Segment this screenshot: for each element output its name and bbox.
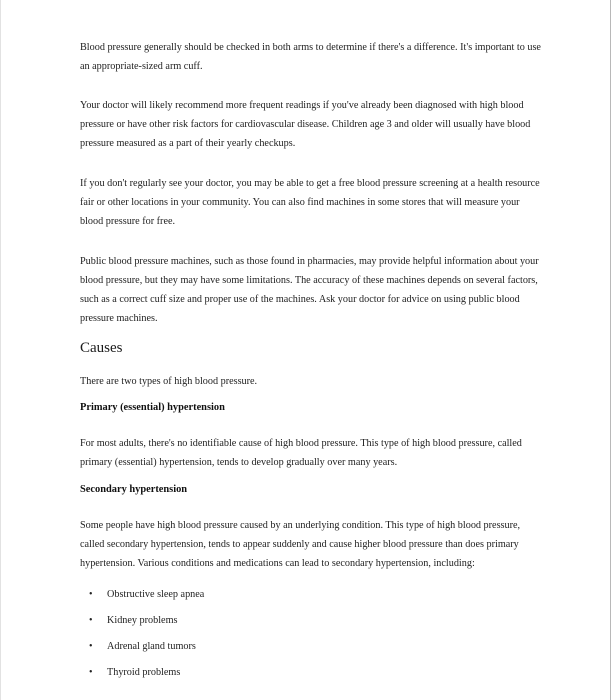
bullet-icon: •: [89, 615, 93, 626]
list-item-text: Thyroid problems: [107, 667, 181, 678]
paragraph-secondary-hypertension: Some people have high blood pressure caused by an underlying condition. This type of high blood pressure, called secondary hypertension, tends to appear suddenly and cause higher blood pressure than does primary hypertension. Various conditions and medications can lead to secondary hypertension, including:: [80, 520, 521, 569]
subheading-primary-hypertension: Primary (essential) hypertension: [80, 402, 225, 413]
paragraph-free-screening: If you don't regularly see your doctor, you may be able to get a free blood pressure screening at a health resource fair or other locations in your community. You can also find machines in some stores that will measure your blood pressure for free.: [80, 178, 540, 227]
list-item: [80, 611, 542, 630]
list-item-text: Adrenal gland tumors: [107, 641, 196, 652]
paragraph-primary-hypertension: For most adults, there's no identifiable cause of high blood pressure. This type of high blood pressure, called primary (essential) hypertension, tends to develop gradually over many years.: [80, 438, 522, 468]
bullet-icon: •: [89, 641, 93, 652]
secondary-causes-list: [80, 585, 542, 682]
bullet-icon: •: [89, 667, 93, 678]
list-item: [80, 663, 542, 682]
list-item: [80, 585, 542, 604]
causes-intro: There are two types of high blood pressure.: [80, 376, 258, 387]
list-item: [80, 637, 542, 656]
paragraph-arm-check: Blood pressure generally should be checked in both arms to determine if there's a difference. It's important to use an appropriate-sized arm cuff.: [80, 42, 541, 72]
paragraph-frequent-readings: Your doctor will likely recommend more frequent readings if you've already been diagnosed with high blood pressure or have other risk factors for cardiovascular disease. Children age 3 and older will usually have blood pressure measured as a part of their yearly checkups.: [80, 100, 531, 149]
section-heading-causes: Causes: [80, 340, 123, 356]
bullet-icon: •: [89, 589, 93, 600]
document-content: [80, 38, 542, 689]
list-item-text: Obstructive sleep apnea: [107, 589, 205, 600]
list-item-text: Kidney problems: [107, 615, 178, 626]
subheading-secondary-hypertension: Secondary hypertension: [80, 484, 188, 495]
paragraph-public-machines: Public blood pressure machines, such as those found in pharmacies, may provide helpful information about your blood pressure, but they may have some limitations. The accuracy of these machines depends on several factors, such as a correct cuff size and proper use of the machines. Ask your doctor for advice on using public blood pressure machines.: [80, 256, 539, 324]
